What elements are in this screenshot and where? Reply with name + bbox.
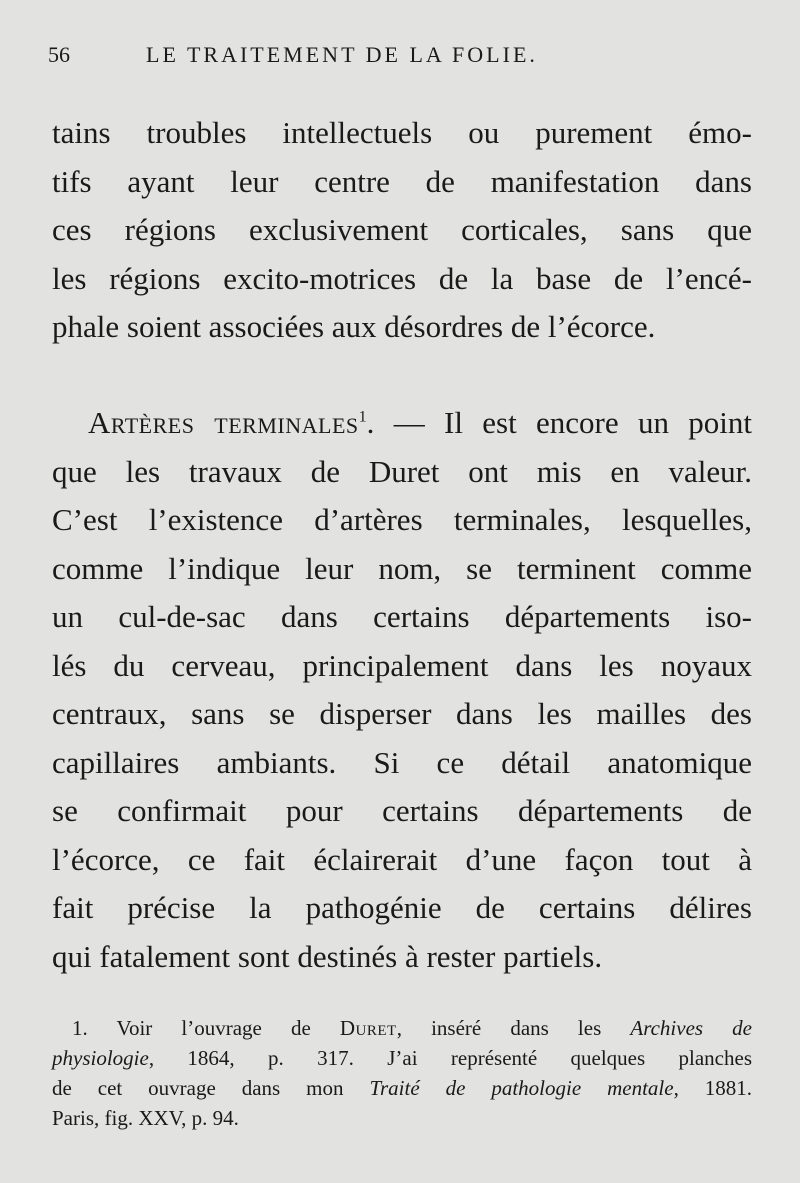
footnote-line (52, 1043, 752, 1073)
footnote-number: 1. (72, 1016, 88, 1040)
text-line: ces régions exclusivement corticales, sans que (52, 212, 752, 247)
text-line: un cul-de-sac dans certains départements iso- (52, 599, 752, 634)
footnote-author: Duret (339, 1016, 397, 1040)
text-line: tifs ayant leur centre de manifestation dans (52, 163, 752, 199)
section-heading: Artères terminales (88, 405, 359, 440)
text-line: que les travaux de Duret ont mis en valeur. (52, 453, 752, 489)
text-line: phale soient associées aux désordres de l’écorce. (52, 309, 656, 344)
footnote-text: , inséré dans les (396, 1016, 631, 1040)
text-line: lés du cerveau, principalement dans les noyaux (52, 647, 752, 683)
running-title: LE TRAITEMENT DE LA FOLIE. (146, 42, 538, 67)
text-line: C’est l’existence d’artères terminales, lesquelles, (52, 502, 752, 537)
footnote-line: Paris, fig. XXV, p. 94. (52, 1106, 239, 1130)
text-line: comme l’indique leur nom, se terminent comme (52, 550, 752, 586)
text-line: les régions excito-motrices de la base de l’encé- (52, 260, 752, 296)
footnote-line (52, 1073, 752, 1103)
paragraph-arteres-terminales (52, 399, 752, 981)
footnote-book-title: Traité de pathologie mentale (369, 1076, 674, 1100)
text-line: fait précise la pathogénie de certains délires (52, 890, 752, 925)
heading-tail: . — Il est encore un point (366, 405, 753, 440)
footnote-text: Voir l’ouvrage de (116, 1016, 340, 1040)
text-line: centraux, sans se disperser dans les mailles des (52, 696, 752, 731)
page-number: 56 (48, 42, 70, 67)
paragraph-continued (52, 109, 752, 352)
footnote-reference: 1 (358, 408, 367, 426)
text-line: qui fatalement sont destinés à rester partiels. (52, 938, 603, 974)
footnote-text: , 1864, p. 317. J’ai représenté quelques planches (148, 1046, 752, 1070)
text-line: se confirmait pour certains départements de (52, 793, 752, 828)
footnote-text: , 1881. (673, 1076, 753, 1100)
footnote-journal-title: physiologie (52, 1046, 149, 1070)
text-line: capillaires ambiants. Si ce détail anatomique (52, 744, 752, 780)
footnote (52, 1013, 752, 1133)
text-line: tains troubles intellectuels ou purement émo- (52, 115, 752, 150)
footnote-journal-title: Archives de (630, 1016, 752, 1040)
footnote-text: de cet ouvrage dans mon (52, 1076, 370, 1100)
text-line: l’écorce, ce fait éclairerait d’une façon tout à (52, 841, 752, 877)
heading-line (52, 399, 752, 448)
footnote-line (52, 1013, 752, 1043)
running-head (48, 42, 748, 78)
